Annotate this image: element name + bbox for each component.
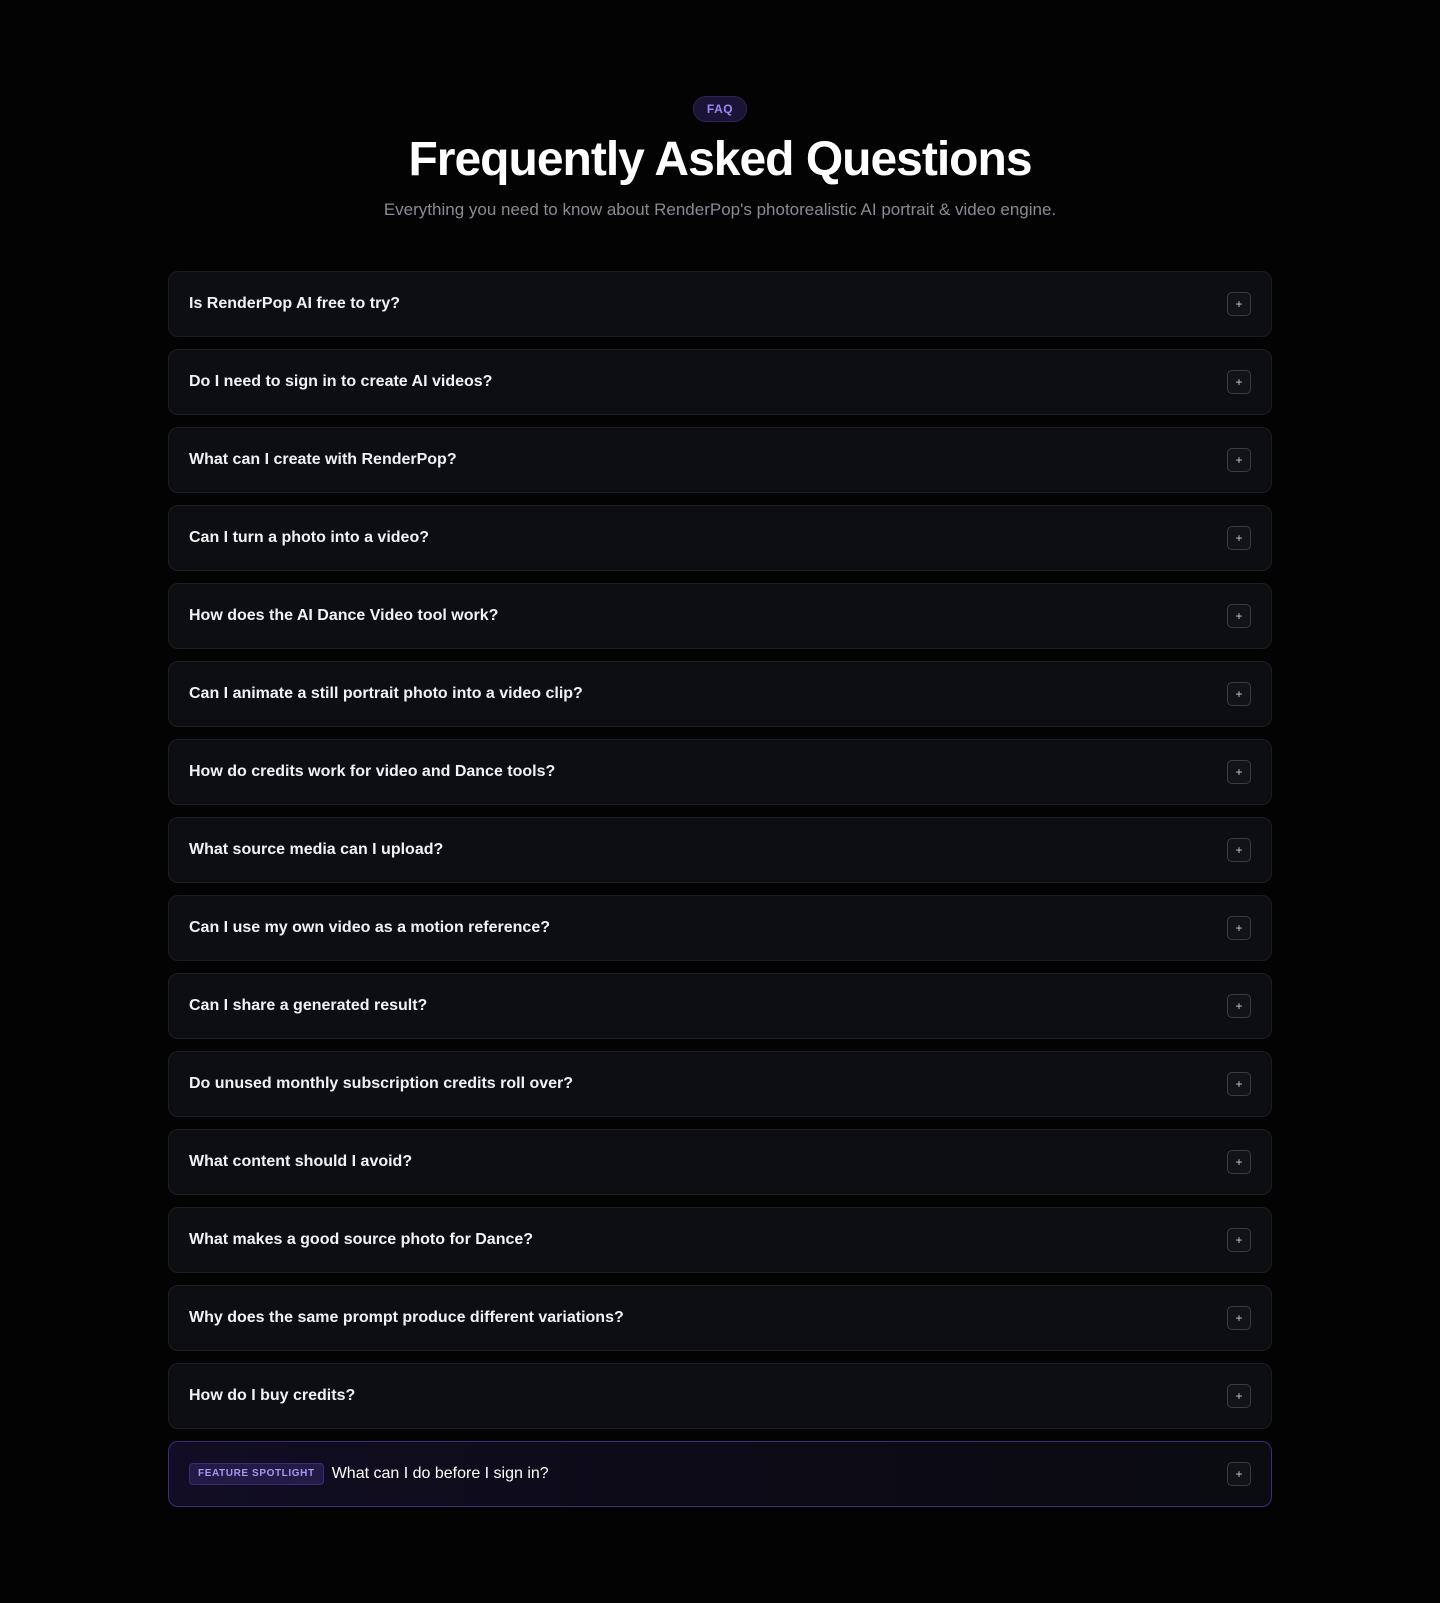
plus-icon[interactable]: +: [1227, 292, 1251, 316]
plus-icon[interactable]: +: [1227, 526, 1251, 550]
plus-icon[interactable]: +: [1227, 1072, 1251, 1096]
plus-icon[interactable]: +: [1227, 682, 1251, 706]
plus-icon[interactable]: +: [1227, 994, 1251, 1018]
faq-question: What can I do before I sign in?: [331, 1465, 549, 1482]
faq-question: What content should I avoid?: [189, 1153, 413, 1170]
faq-item[interactable]: [168, 583, 1272, 649]
faq-list: [168, 271, 1272, 1519]
faq-item[interactable]: [168, 817, 1272, 883]
faq-question: Is RenderPop AI free to try?: [189, 295, 400, 312]
plus-icon[interactable]: +: [1227, 838, 1251, 862]
faq-question: What makes a good source photo for Dance?: [189, 1231, 534, 1248]
faq-item[interactable]: [168, 739, 1272, 805]
faq-item[interactable]: [168, 1051, 1272, 1117]
faq-question: What can I create with RenderPop?: [189, 451, 457, 468]
faq-item[interactable]: [168, 973, 1272, 1039]
page-title: Frequently Asked Questions: [408, 133, 1032, 186]
faq-question: Can I share a generated result?: [189, 997, 428, 1014]
plus-icon[interactable]: +: [1227, 604, 1251, 628]
faq-item[interactable]: [168, 895, 1272, 961]
faq-item-spotlight[interactable]: [168, 1441, 1272, 1507]
plus-icon[interactable]: +: [1227, 1306, 1251, 1330]
faq-item[interactable]: [168, 271, 1272, 337]
faq-item[interactable]: [168, 661, 1272, 727]
faq-question: How do credits work for video and Dance tools?: [189, 763, 556, 780]
page-subtitle: Everything you need to know about RenderPop's photorealistic AI portrait & video engine.: [383, 200, 1057, 219]
faq-item[interactable]: [168, 427, 1272, 493]
faq-question: Can I animate a still portrait photo into a video clip?: [189, 685, 583, 702]
faq-item[interactable]: [168, 349, 1272, 415]
faq-badge: FAQ: [693, 96, 747, 122]
faq-item[interactable]: [168, 505, 1272, 571]
faq-header: [0, 96, 1440, 222]
faq-question: What source media can I upload?: [189, 841, 444, 858]
faq-question: Can I turn a photo into a video?: [189, 529, 429, 546]
faq-item[interactable]: [168, 1207, 1272, 1273]
faq-item[interactable]: [168, 1129, 1272, 1195]
feature-spotlight-tag: FEATURE SPOTLIGHT: [189, 1463, 324, 1485]
faq-question: How do I buy credits?: [189, 1387, 356, 1404]
faq-question: Do unused monthly subscription credits roll over?: [189, 1075, 574, 1092]
plus-icon[interactable]: +: [1227, 370, 1251, 394]
faq-question: How does the AI Dance Video tool work?: [189, 607, 499, 624]
plus-icon[interactable]: +: [1227, 448, 1251, 472]
plus-icon[interactable]: +: [1227, 916, 1251, 940]
faq-question: Do I need to sign in to create AI videos?: [189, 373, 493, 390]
plus-icon[interactable]: +: [1227, 1150, 1251, 1174]
faq-question: Can I use my own video as a motion reference?: [189, 919, 550, 936]
plus-icon[interactable]: +: [1227, 1462, 1251, 1486]
plus-icon[interactable]: +: [1227, 1384, 1251, 1408]
faq-question: Why does the same prompt produce different variations?: [189, 1309, 624, 1326]
faq-item[interactable]: [168, 1363, 1272, 1429]
plus-icon[interactable]: +: [1227, 760, 1251, 784]
plus-icon[interactable]: +: [1227, 1228, 1251, 1252]
faq-item[interactable]: [168, 1285, 1272, 1351]
